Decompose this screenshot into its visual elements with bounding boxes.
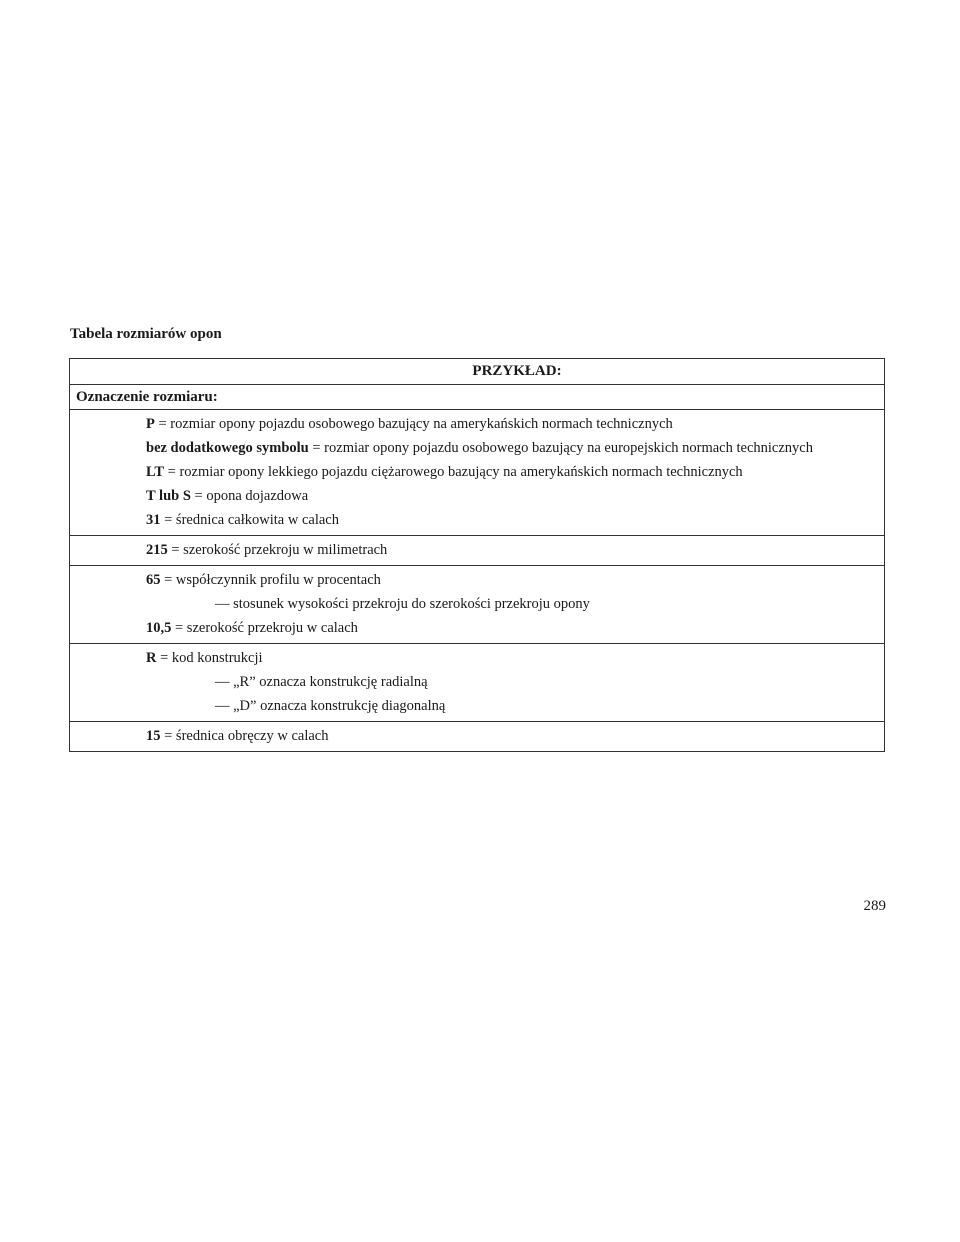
line-key: 15: [146, 728, 161, 744]
line-key: R: [146, 650, 157, 666]
line-key: T lub S: [146, 488, 191, 504]
table-line: [70, 538, 884, 562]
table-line: [70, 568, 884, 592]
table-subline: — „D” oznacza konstrukcję diagonalną: [215, 698, 446, 714]
line-text: = rozmiar opony pojazdu osobowego bazujący na amerykańskich normach technicznych: [154, 416, 673, 432]
line-text: = kod konstrukcji: [156, 650, 263, 666]
line-key: bez dodatkowego symbolu: [146, 440, 309, 456]
table-line: [70, 646, 884, 670]
line-key: 65: [146, 572, 161, 588]
table-subline: — „R” oznacza konstrukcję radialną: [215, 674, 428, 690]
line-text: = szerokość przekroju w calach: [171, 620, 358, 636]
section-title: Tabela rozmiarów opon: [70, 326, 222, 342]
line-key: P: [146, 416, 155, 432]
line-key: LT: [146, 464, 165, 480]
table-line: [70, 508, 884, 532]
line-text: = współczynnik profilu w procentach: [160, 572, 381, 588]
table-header: PRZYKŁAD:: [472, 363, 562, 379]
table-line: [70, 460, 884, 484]
line-key: 31: [146, 512, 161, 528]
table-group: [70, 643, 884, 721]
table-group: [70, 565, 884, 643]
line-key: 215: [146, 542, 168, 558]
line-text: = rozmiar opony lekkiego pojazdu ciężarowego bazujący na amerykańskich normach technicznych: [164, 464, 743, 480]
table-group: [70, 721, 884, 751]
line-text: = szerokość przekroju w milimetrach: [167, 542, 388, 558]
table-label: Oznaczenie rozmiaru:: [70, 384, 884, 409]
table-line: [70, 436, 884, 460]
line-key: 10,5: [146, 620, 172, 636]
table-line: [70, 484, 884, 508]
table-subline: — stosunek wysokości przekroju do szerokości przekroju opony: [215, 596, 590, 612]
line-text: = średnica obręczy w calach: [160, 728, 329, 744]
page-number: 289: [863, 898, 886, 914]
line-text: = rozmiar opony pojazdu osobowego bazujący na europejskich normach technicznych: [308, 440, 813, 456]
table-group: [70, 535, 884, 565]
table-line: [70, 616, 884, 640]
table-line: [70, 724, 884, 748]
line-text: = opona dojazdowa: [190, 488, 309, 504]
table-line: [70, 412, 884, 436]
line-text: = średnica całkowita w calach: [160, 512, 339, 528]
table-group: [70, 409, 884, 535]
tire-size-table: [69, 358, 885, 752]
